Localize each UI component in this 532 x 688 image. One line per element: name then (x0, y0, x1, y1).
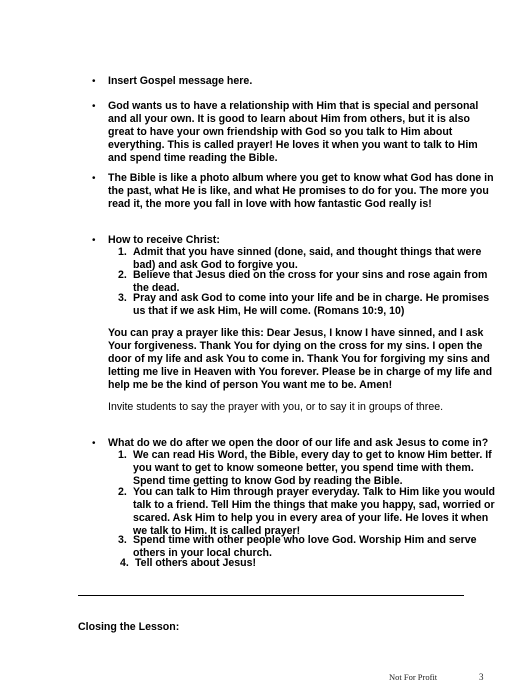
list-number: 3. (118, 292, 127, 304)
closing-heading: Closing the Lesson: (78, 621, 180, 633)
list-item: Tell others about Jesus! (135, 557, 257, 569)
list-item: Pray and ask God to come into your life and be in charge. He promises us that if we ask Him, He will come. (Romans 10:9, 10) (133, 292, 490, 317)
page-number: 3 (479, 672, 484, 682)
after-prayer-heading: What do we do after we open the door of our life and ask Jesus to come in? (108, 437, 489, 449)
list-number: 3. (118, 534, 127, 546)
receive-christ-heading: How to receive Christ: (108, 234, 220, 246)
list-item: Spend time with other people who love God. Worship Him and serve others in your local church. (133, 534, 477, 559)
gospel-placeholder: Insert Gospel message here. (108, 75, 253, 87)
list-item: Admit that you have sinned (done, said, and thought things that were bad) and ask God to forgive you. (133, 246, 482, 271)
sample-prayer-paragraph: You can pray a prayer like this: Dear Jesus, I know I have sinned, and I ask Your forgiveness. Thank You for dying on the cross for my sins. I open the door of my life and ask You to come in. Thank You for forgiving my sins and letting me live in Heaven with You forever. Please be in charge of my life and help me be the kind of person You want me to be. Amen! (108, 327, 493, 391)
list-item: Believe that Jesus died on the cross for your sins and rose again from the dead. (133, 269, 488, 294)
list-number: 2. (118, 269, 127, 281)
bullet-marker: • (92, 235, 96, 246)
list-item: You can talk to Him through prayer everyday. Talk to Him like you would talk to a friend. Tell Him the things that make you happy, sad, worried or scared. Ask Him to help you in every area of your life. He loves it when we talk to Him. It is called prayer! (133, 486, 496, 537)
bullet-marker: • (92, 173, 96, 184)
bullet-marker: • (92, 101, 96, 112)
list-number: 1. (118, 449, 127, 461)
bullet-marker: • (92, 76, 96, 87)
footer-text: Not For Profit (389, 672, 438, 682)
list-number: 1. (118, 246, 127, 258)
bullet-marker: • (92, 438, 96, 449)
list-item: We can read His Word, the Bible, every day to get to know Him better. If you want to get to know someone better, you spend time with them. Spend time getting to know God by reading the Bible. (133, 449, 492, 487)
relationship-paragraph: God wants us to have a relationship with Him that is special and personal and all your own. It is good to learn about Him from others, but it is also great to have your own friendship with God so you talk to Him about everything. This is called prayer! He loves it when you want to talk to Him and spend time reading the Bible. (108, 100, 479, 164)
section-divider (78, 595, 464, 596)
list-number: 2. (118, 486, 127, 498)
bible-paragraph: The Bible is like a photo album where you get to know what God has done in the past, what He is like, and what He promises to do for you. The more you read it, the more you fall in love with how fantastic God really is! (108, 172, 494, 210)
list-number: 4. (120, 557, 129, 569)
invite-instruction: Invite students to say the prayer with you, or to say it in groups of three. (108, 401, 444, 413)
